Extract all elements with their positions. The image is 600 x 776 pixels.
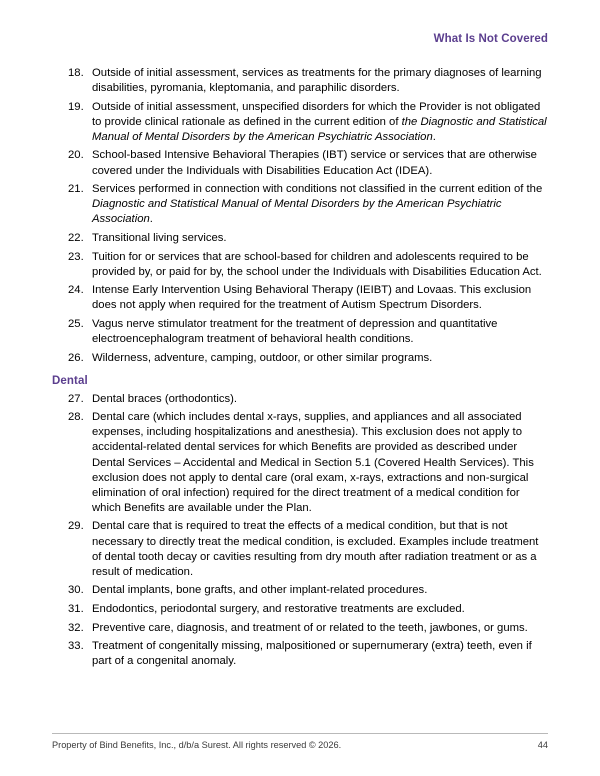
list-item-text [92,317,548,347]
text-run: Dental implants, bone grafts, and other implant-related procedures. [92,584,428,597]
text-run: Dental care (which includes dental x-rays, supplies, and appliances and all associated expenses, including hospitalizations and anesthesia). This exclusion does not apply to accidental-related dental services for which Benefits are provided as described under Dental Services – Accidental and Medical in Section 5.1 (Covered Health Services). This exclusion does not apply to dental care (oral exam, x-rays, extractions and non-surgical elimination of oral infection) required for the direct treatment of a medical condition for which Benefits are available under the Plan. [92,411,534,514]
list-item-number: 22. [68,231,84,244]
list-item [52,519,548,579]
text-run: . [432,130,436,143]
list-item-number: 24. [68,284,84,297]
dental-exclusions-list [52,392,548,670]
footer-copyright: Property of Bind Benefits, Inc., d/b/a Surest. All rights reserved © 2026. [52,740,342,750]
list-item-number: 23. [68,250,84,263]
list-item [52,351,548,366]
list-item [52,250,548,280]
list-item-text [92,250,548,280]
list-item [52,583,548,598]
list-item-number: 25. [68,317,84,330]
list-item-text [92,583,548,598]
footer-divider [52,733,548,734]
list-item-text [92,621,548,636]
exclusions-list-continued [52,66,548,366]
list-item-text [92,602,548,617]
list-item-text [92,410,548,516]
italic-citation: Diagnostic and Statistical Manual of Mental Disorders by the American Psychiatric Association [92,198,502,226]
text-run: Services performed in connection with conditions not classified in the current edition of the [92,183,543,196]
list-item-text [92,392,548,407]
list-item [52,621,548,636]
text-run: Dental care that is required to treat the effects of a medical condition, but that is not necessary to directly treat the medical condition, is excluded. Examples include treatment of dental tooth decay or cavities resulting from dry mouth after radiation treatment or as a result of medication. [92,520,539,578]
list-item [52,66,548,96]
list-item-number: 33. [68,640,84,653]
list-item [52,231,548,246]
list-item-number: 21. [68,183,84,196]
list-item-number: 20. [68,149,84,162]
page-footer [52,733,548,750]
list-item-number: 19. [68,100,84,113]
footer-row [52,740,548,750]
list-item [52,410,548,516]
list-item-number: 27. [68,392,84,405]
list-item-number: 32. [68,621,84,634]
text-run: Intense Early Intervention Using Behavioral Therapy (IEIBT) and Lovaas. This exclusion does not apply when required for the treatment of Autism Spectrum Disorders. [92,284,532,312]
list-item [52,639,548,669]
footer-page-number: 44 [537,740,548,750]
running-head-title: What Is Not Covered [433,33,548,45]
text-run: Endodontics, periodontal surgery, and restorative treatments are excluded. [92,602,465,615]
text-run: Preventive care, diagnosis, and treatment of or related to the teeth, jawbones, or gums. [92,621,528,634]
text-run: Outside of initial assessment, unspecified disorders for which the Provider is not obligated to provide clinical rationale as defined in the current edition of [92,100,541,128]
list-item-number: 18. [68,67,84,79]
list-item [52,148,548,178]
page-content [52,66,548,673]
list-item-number: 28. [68,411,84,424]
text-run: Outside of initial assessment, services as treatments for the primary diagnoses of learning disabilities, pyromania, kleptomania, and paraphilic disorders. [92,67,542,95]
list-item-text [92,148,548,178]
list-item-text [92,231,548,246]
text-run: Wilderness, adventure, camping, outdoor, or other similar programs. [92,351,433,364]
text-run: Treatment of congenitally missing, malpositioned or supernumerary (extra) teeth, even if part of a congenital anomaly. [92,640,532,668]
text-run: Tuition for or services that are school-based for children and adolescents required to be provided by, or paid for by, the school under the Individuals with Disabilities Education Act. [92,250,542,278]
text-run: Dental braces (orthodontics). [92,392,238,405]
list-item [52,602,548,617]
italic-citation: the Diagnostic and Statistical Manual of Mental Disorders by the American Psychiatric Association [92,115,547,143]
text-run: Vagus nerve stimulator treatment for the treatment of depression and quantitative electroencephalogram treatment of behavioral health conditions. [92,317,498,345]
list-item-text [92,66,548,96]
list-item-text [92,639,548,669]
list-item-text [92,519,548,579]
list-item-text [92,351,548,366]
text-run: . [149,213,153,226]
list-item-number: 26. [68,351,84,364]
list-item-number: 30. [68,584,84,597]
list-item [52,392,548,407]
list-item-text [92,283,548,313]
text-run: School-based Intensive Behavioral Therapies (IBT) service or services that are otherwise covered under the Individuals with Disabilities Education Act (IDEA). [92,149,537,177]
list-item [52,100,548,145]
list-item-text [92,182,548,227]
list-item-number: 29. [68,520,84,533]
text-run: Transitional living services. [92,231,227,244]
list-item [52,283,548,313]
list-item-number: 31. [68,602,84,615]
list-item [52,182,548,227]
list-item [52,317,548,347]
section-heading-dental: Dental [52,374,88,387]
list-item-text [92,100,548,145]
